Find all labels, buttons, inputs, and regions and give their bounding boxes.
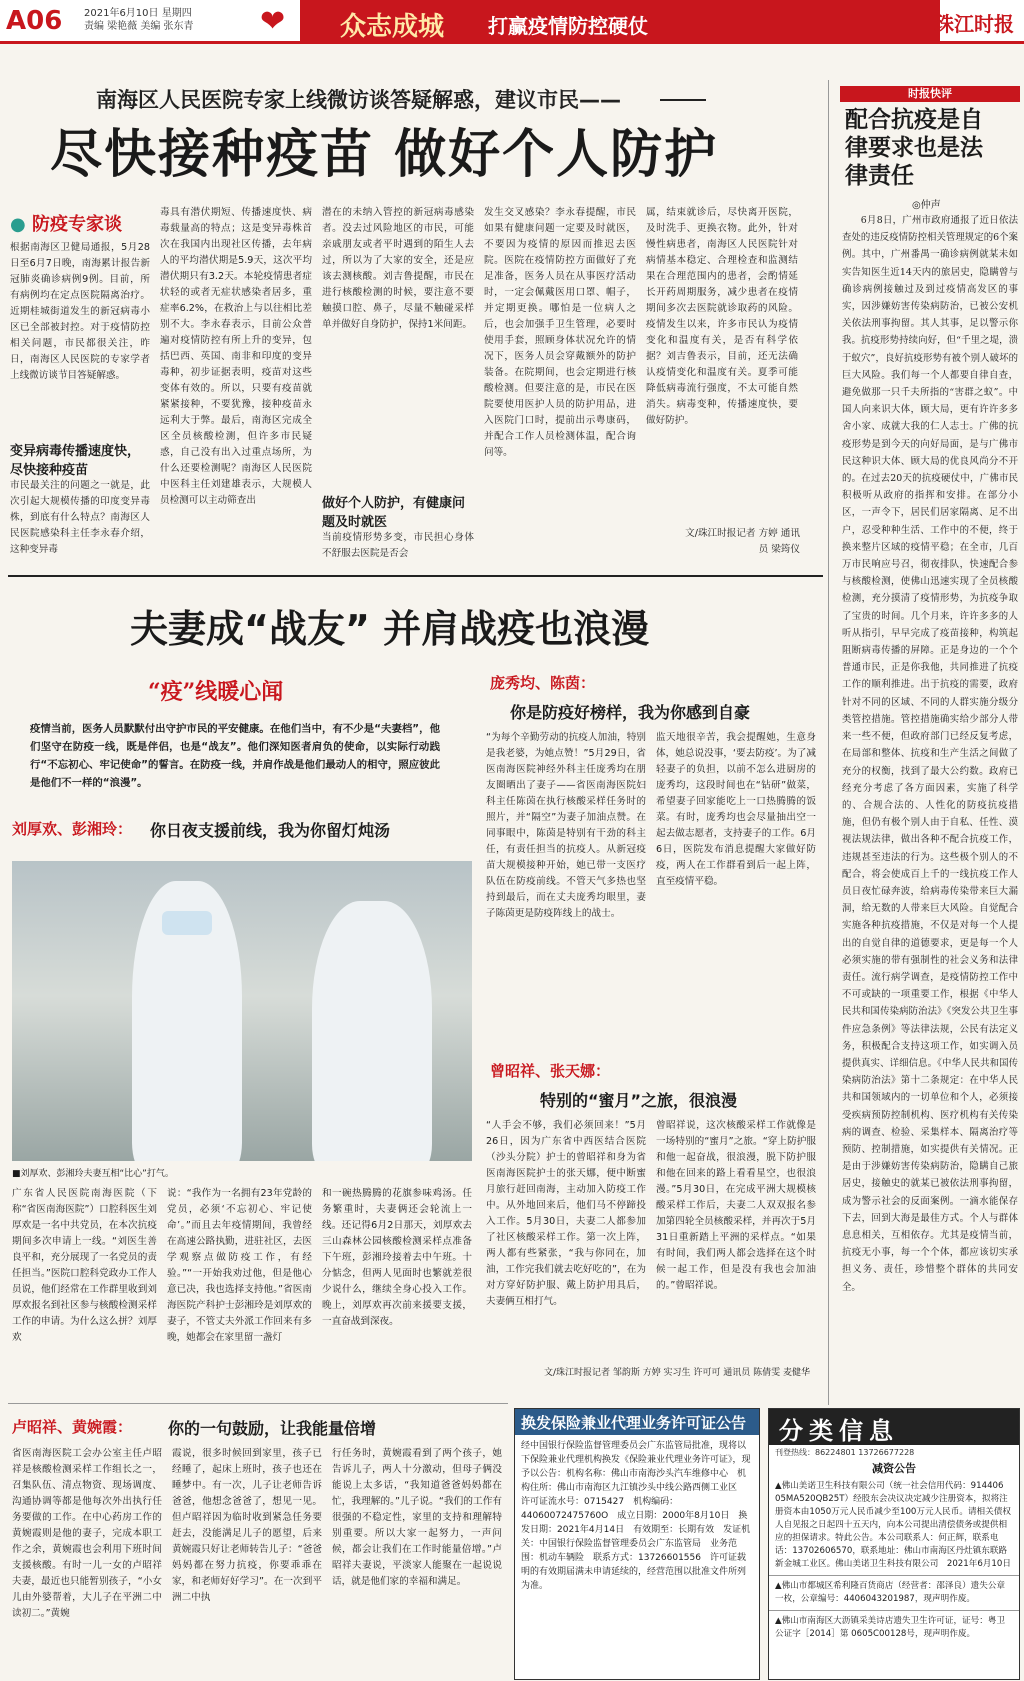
column-divider — [828, 80, 829, 1405]
pair2-col2: 监天地很辛苦，我会提醒她，生意身体，她总说没事，‘要去防疫’。为了减轻妻子的负担，以前不怎么进厨房的庞秀均，这段时间也在“钻研”做菜，希望妻子回家能吃上一口热腾腾的饭菜。有时，庞秀均也会尽量抽出空一起去做志愿者，支持妻子的工作。6月6日，医院发布消息提醒大家做好防疫，两人在工作群看到后一起上阵，直至疫情平稳。 — [656, 732, 816, 887]
notice-2: ▲佛山市都城区希利隆百货商店（经营者：邵泽良）遗失公章一枚，公章编号：4406043201987，现声明作废。 — [769, 1575, 1019, 1610]
comment-author: ◎仲声 — [912, 200, 941, 211]
story1-col1: 根据南海区卫健局通报，5月28日至6月7日晚，南海累计报告新冠肺炎确诊病例9例。目前，所有病例均在定点医院隔离治疗。近期桂城街道发生的新冠病毒小区已全部被封控。对于疫情防控相关问题，市民都很关注，昨日，南海区人民医院的专家学者上线微访谈节目答疑解惑。 — [10, 242, 150, 381]
story1-subhead1: 变异病毒传播速度快，尽快接种疫苗 — [10, 444, 141, 478]
date-line — [84, 7, 194, 33]
pair1-names: 刘厚欢、彭湘玲： — [12, 820, 133, 838]
paper-logo: 珠江时报 — [934, 12, 1014, 36]
theme-banner — [300, 0, 940, 44]
license-notice-title: 换发保险兼业代理业务许可证公告 — [515, 1409, 759, 1435]
pair3-title: 特别的“蜜月”之旅，很浪漫 — [540, 1091, 738, 1110]
photo-figure-right — [312, 901, 432, 1161]
classified-title: 分类信息 — [769, 1409, 1019, 1445]
notice-title: 减资公告 — [872, 1462, 916, 1475]
story1-byline: 文/珠江时报记者 方婷 通讯员 梁筠仪 — [685, 528, 800, 555]
expert-tag-label: 防疫专家谈 — [32, 214, 122, 235]
comment-body: 6月8日，广州市政府通报了近日依法查处的违反疫情防控相关管理规定的6个案例。其中，广州番禺一确诊病例就某未如实告知医生近14天内的旅居史，隐瞒曾与确诊病例接触过及到过疫情高发区的事实，因涉嫌妨害传染病防治，已被公安机关依法刑事拘留。其人其事，足以警示你我。抗疫形势持续向好，但“千里之堤，溃于蚁穴”，良好抗疫形势有被个别人破坏的巨大风险。我们每一个人都要自律自查，避免做那一只千夫所指的“害群之蚁”。中国人向来识大体，顾大局，更有许许多多舍小家、成就大我的仁人志士。广佛的抗疫形势是到今天的向好局面，是与广佛市民这种识大体、顾大局的优良风尚分不开的。在过去20天的抗疫硬仗中，广佛市民积极听从政府的指挥和安排。在部分小区，一声令下，居民们居家隔离、足不出户，忍受种种生活、工作中的不便，终于换来整片区域的疫情平稳；在全市，几百万市民响应号召，彻夜排队，快速配合参与核酸检测，使佛山迅速实现了全员核酸检测，充分摸清了疫情形势，为抗疫争取了宝贵的时间。几个月来，许许多多的人听从指引，早早完成了疫苗接种，构筑起阻断病毒传播的屏障。正是身边的一个个普通市民，正是你我他，共同推进了抗疫工作的顺利推进。出于抗疫的需要，政府针对不同的区域、不同的人群实施分级分类管控措施。管控措施确实给少部分人带来一些不便，但政府部门已经反复考虑，在局部和整体、抗疫和生产生活之间做了充分的权衡，找到了最大公约数。政府已经充分考虑了各方面因素，实施了科学的、合规合法的、人性化的防疫抗疫措施，但仍有极个别人由于自私、任性、漠视法规法律，做出各种不配合抗疫工作，违规甚至违法的行为。这些极个别人的不配合，将会使成百上千的一线抗疫工作人员日夜忙碌奔波，给病毒传染带来巨大漏洞，给无数的人带来巨大风险。自觉配合实施各种抗疫措施，不仅是对每一个人提出的自觉自律的道德要求，更是每一个人必须实施的带有强制性的社会义务和法律责任。流行病学调查，是疫情防控工作中不可或缺的一项重要工作，根据《中华人民共和国传染病防治法》《突发公共卫生事件应急条例》等法律法规，公民有法定义务，积极配合支持这项工作，如实调入员提供真实、详细信息。《中华人民共和国传染病防治法》第十二条规定：在中华人民共和国领域内的一切单位和个人，必须接受疾病预防控制机构、医疗机构有关传染病的调查、检验、采集样本、隔离治疗等预防、控制措施，如实提供有关情况。正是由于涉嫌妨害传染病防治，隐瞒自己旅居史，接触史的就某已被依法刑事拘留，成为警示社会的反面案例。一滴水能保存下去，回到大海是最佳方式。个人与群体息息相关，互相依存。尤其是疫情当前，抗疫无小事，每一个个体，都应该切实承担义务、责任，珍惜整个群体的共同安全。 — [842, 215, 1018, 1293]
couple-photo — [12, 861, 472, 1161]
classified-phone: 刊登热线：86224801 13726677228 — [775, 1448, 915, 1457]
issue-date: 2021年6月10日 星期四 — [84, 8, 192, 19]
story1-col3b: 当前疫情形势多变，市民担心身体不舒服去医院是否会 — [322, 532, 474, 559]
editor-credits: 责编 梁艳薇 美编 张东青 — [84, 21, 194, 32]
pair3-names: 曾昭祥、张天娜： — [490, 1062, 611, 1080]
story2-byline: 文/珠江时报记者 邹韵斯 方婷 实习生 许可可 通讯员 陈倩雯 麦健华 — [543, 1368, 810, 1378]
pair4-col3: 行任务时，黄婉霞看到了两个孩子，她告诉儿子，两人十分激动，但母子俩没能说上太多话，“我知道爸爸妈妈都在忙，我理解的。”儿子说。“我们的工作有很强的不稳定性，家里的支持和理解特别重要。所以大家一起努力，一声问候，都会让我们在工作时能量倍增。”卢昭祥夫妻说，平淡家人能聚在一起说说话，就是他们家的幸福和满足。 — [332, 1448, 502, 1587]
classified-ads — [768, 1408, 1020, 1680]
bottom-rule — [8, 1403, 508, 1404]
comment-title: 配合抗疫是自律要求也是法律责任 — [845, 106, 983, 189]
photo-caption: ■刘厚欢、彭湘玲夫妻互相“比心”打气。 — [12, 1169, 174, 1179]
notice-3: ▲佛山市南海区大沥镇采美诗店遗失卫生许可证，证号：粤卫公证字［2014］第 0605C00128号，现声明作废。 — [769, 1610, 1019, 1645]
page-number: A06 — [6, 6, 63, 36]
story1-col4: 发生交叉感染？李永春提醒，市民如果有健康问题一定要及时就医，不要因为疫情的原因而推迟去医院。医院在疫情防控方面做好了充足准备，医务人员在从事医疗活动时，一定会佩戴医用口罩、帽子，并定期更换。哪怕是一位病人之后，也会加强手卫生管理，必要时使用手套，照顾身体状况允许的情况下，医务人员会穿戴额外的防护装备。在院期间，也会定期进行核酸检测。但要注意的是，市民在医院要使用医护人员的防护用品，进入医院门口时，提前出示粤康码，并配合工作人员检测体温，配合询问等。 — [484, 207, 636, 458]
pair1-title: 你日夜支援前线，我为你留灯炖汤 — [150, 821, 391, 840]
section-rule — [8, 575, 823, 577]
page-header — [0, 0, 1024, 44]
kicker-rule — [660, 99, 706, 101]
story1-col1b: 市民最关注的问题之一就是，此次引起大规模传播的印度变异毒株，到底有什么特点？南海区人民医院感染科主任李永春介绍，这种变异毒 — [10, 480, 150, 555]
pair2-col1: “为每个辛勤劳动的抗疫人加油，特别是我老婆，为她点赞！”5月29日，省医南海医院神经外科主任庞秀均在朋友圈晒出了妻子——省医南海医院妇科主任陈茵在执行核酸采样任务时的照片，并“隔空”为妻子加油点赞。在同事眼中，陈茵是特别有干劲的科主任，有责任担当的抗疫人。从新冠疫苗大规模接种开始，她已带一支医疗队伍在防疫前线。不管天气多热也坚持到最后，而在丈夫庞秀均眼里，妻子陈茵更是防疫阵线上的战士。 — [486, 732, 646, 919]
pair1-col3: 和一碗热腾腾的花旗参味鸡汤。任务繁重时，夫妻俩还会轮流上一线。还记得6月2日那天，刘厚欢去三山森林公园核酸检测采样点准备下午班，彭湘玲接着去中午班。十分惦念，但两人见面时也繁就差很少说什么，继续全身心投入工作。晚上，刘厚欢再次前来援要支援，一直奋战到深夜。 — [322, 1188, 472, 1327]
comment-bar: 时报快评 — [840, 86, 1020, 102]
pair4-names: 卢昭祥、黄婉霞： — [12, 1418, 133, 1436]
pair2-names: 庞秀均、陈茵： — [490, 674, 596, 692]
license-notice-ad — [514, 1408, 760, 1680]
expert-tag — [10, 210, 122, 236]
pair3-col1: “人手会不够，我们必须回来！”5月26日，因为广东省中西医结合医院（沙头分院）护士的曾昭祥和身为省医南海医院护士的张天娜，便中断蜜月旅行赶回南海，主动加入防疫工作中。从外地回来后，他们马不停蹄投入工作。5月30日，夫妻二人都参加了社区核酸采样工作。第一次上阵，两人都有些紧张，“我与你同在，加油，工作完我们就去吃好吃的”，在为对方穿好防护服、戴上防护用具后，夫妻俩互相打气。 — [486, 1120, 646, 1307]
story1-col3: 潜在的未纳入管控的新冠病毒感染者。没去过风险地区的市民，可能亲戚朋友或者平时遇到的陌生人去过，所以为了大家的安全，还是应该去测核酸。刘吉鲁提醒，市民在进行核酸检测的时候，要注意不要触摸口腔、鼻子，尽量不触碰采样单并做好自身防护，保持1米间距。 — [322, 207, 474, 330]
face-shield — [162, 911, 212, 935]
pair1-col1: 广东省人民医院南海医院（下称“省医南海医院”）口腔科医生刘厚欢是一名中共党员，在本次抗疫期间多次申请上一线。“刘医生善良平和，充分展现了一名党员的责任担当。”医院口腔科党政办工作人员说，他们经常在工作群里收到刘厚欢报名到社区参与核酸检测采样工作的申请。为什么这么拼？刘厚欢 — [12, 1188, 157, 1343]
pair2-title: 你是防疫好榜样，我为你感到自豪 — [510, 703, 751, 722]
pair3-col2: 曾昭祥说，这次核酸采样工作就像是一场特别的“蜜月”之旅。“穿上防护服和他一起奋战，很浪漫，脱下防护服和他在回来的路上看看星空，也很浪漫。”5月30日，在完成平洲大规模核酸采样工作后，夫妻二人双双报名参加第四轮全员核酸采样，并再次于5月31日重新踏上平洲的采样点。“如果有时间，我们两人都会选择在这个时候一起工作，但是没有我也会加油的。”曾昭祥说。 — [656, 1120, 816, 1291]
story2-headline: 夫妻成“战友” 并肩战疫也浪漫 — [130, 607, 650, 651]
main-headline: 尽快接种疫苗 做好个人防护 — [50, 125, 719, 185]
pair4-title: 你的一句鼓励，让我能量倍增 — [168, 1419, 377, 1438]
notice-1: ▲佛山美诺卫生科技有限公司（统一社会信用代码：914406 05MA520QB25T）经股东会决议决定减少注册资本，拟将注册资本由1050万元人民币减少至100万元人民币。请相关债权人自见报之日起四十五天内，向本公司提出清偿债务或提供相应的担保请求。特此公告。本公司联系人：何正辉，联系电话：13702606570，联系地址：佛山市南海区丹灶镇东联路新金城工业区。佛山美诺卫生科技有限公司 2021年6月10日 — [775, 1481, 1011, 1569]
story1-subhead2: 做好个人防护，有健康问题及时就医 — [322, 496, 466, 530]
pair1-col2: 说：“我作为一名拥有23年党龄的党员，必须‘不忘初心、牢记使命’。”而且去年疫情期间，我曾经在高速公路执勤，进驻社区，去医学观察点做防疫工作，有经验。”“一开始我劝过他，但是他心意已决，我也选择支持他。”省医南海医院产科护士彭湘玲是刘厚欢的妻子，不管丈夫外派工作回来有多晚，她都会在家里留一盏灯 — [167, 1188, 312, 1343]
heart-emblem-icon: ❤ — [260, 4, 286, 39]
kicker: 南海区人民医院专家上线微访谈答疑解惑，建议市民—— — [96, 88, 621, 112]
story2-intro: 疫情当前，医务人员默默付出守护市民的平安健康。在他们当中，有不少是“夫妻档”，他们坚守在防疫一线，既是伴侣，也是“战友”。他们深知医者肩负的使命，以实际行动践行“不忘初心、牢记使命”的誓言。在防疫一线，并肩作战是他们最动人的相守，照应彼此是他们不一样的“浪漫”。 — [30, 723, 440, 789]
pair4-col2: 霞说，很多时候回到家里，孩子已经睡了，起床上班时，孩子也还在睡梦中。有一次，儿子让老师告诉爸爸，他想念爸爸了，想见一见。但卢昭祥因为临时收到紧急任务要赶去，没能满足儿子的愿望，后来黄婉霞只好让老师转告儿子：“爸爸妈妈都在努力抗疫，你要乖乖在家，和老师好好学习”。在一次到平洲二中执 — [172, 1448, 322, 1603]
story1-col5: 属，结束就诊后，尽快离开医院，及时洗手、更换衣物。此外，针对慢性病患者，南海区人民医院针对病情基本稳定、合理检查和监测结果在合理范围内的患者，会酌情延长开药周期服务，减少患者在疫情期间多次去医院就诊取药的风险。疫情发生以来，许多市民认为疫情变化和温度有关，是否有科学依据？刘吉鲁表示，目前，还无法确认疫情变化和温度有关。夏季可能降低病毒流行强度，不太可能自然消失。病毒变种，传播速度快，要做好防护。 — [646, 207, 798, 426]
column-tag: “疫”线暖心闻 — [148, 679, 284, 705]
banner-sub: 打赢疫情防控硬仗 — [488, 14, 648, 38]
pair4-col1: 省医南海医院工会办公室主任卢昭祥是核酸检测采样工作组长之一，召集队伍、清点物资、现场调度、沟通协调等都是他每次外出执行任务要做的工作。在中心药房工作的黄婉霞则是他的妻子，完成本职工作之余，黄婉霞也会利用下班时间支援核酸。有时一儿一女的卢昭祥夫妻，最近也只能暂别孩子，“小女儿由外婆帮着，大儿子在平洲二中读初二。”黄婉 — [12, 1448, 162, 1619]
story1-col2: 毒具有潜伏期短、传播速度快、病毒载量高的特点；这是变异毒株首次在我国内出现社区传播，去年病人的平均潜伏期是5.9天，这次平均潜伏期只有3.2天。本轮疫情患者症状轻的或者无症状感染者居多，重症率6.2%，在救治上与以往相比差别不大。李永春表示，目前公众普遍对疫情防控有所上升的变异，包括巴西、英国、南非和印度的变异毒种，初步证据表明，疫苗对这些变体有效的。所以，只要有疫苗就紧紧接种，不要犹豫，接种疫苗永远利大于弊。最后，南海区完成全区全员核酸检测，但许多市民疑惑，自己没有出入过重点场所，为什么还要检测呢？南海区人民医院中医科主任刘建雄表示，大规模人员检测可以主动筛查出 — [160, 207, 312, 506]
expert-icon: ● — [10, 214, 26, 235]
banner-main: 众志成城 — [340, 12, 445, 42]
license-notice-body: 经中国银行保险监督管理委员会广东监管局批准，现将以下保险兼业代理机构换发《保险兼业代理业务许可证》，现予以公告：机构名称：佛山市南海沙头汽车维修中心 机构住所：佛山市南海区九江镇沙头中线公路西侧工业区 许可证流水号：0715427 机构编码：44060072475760O 成立日期：2000年8月10日 换发日期：2021年4月14日 有效期至：长期有效 发证机关：中国银行保险监督管理委员会广东监管局 业务范围：机动车辆险 联系方式：13726601556 许可证载明的有效期届满未申请延续的，经营范围以批准文件所列为准。 — [521, 1441, 751, 1591]
